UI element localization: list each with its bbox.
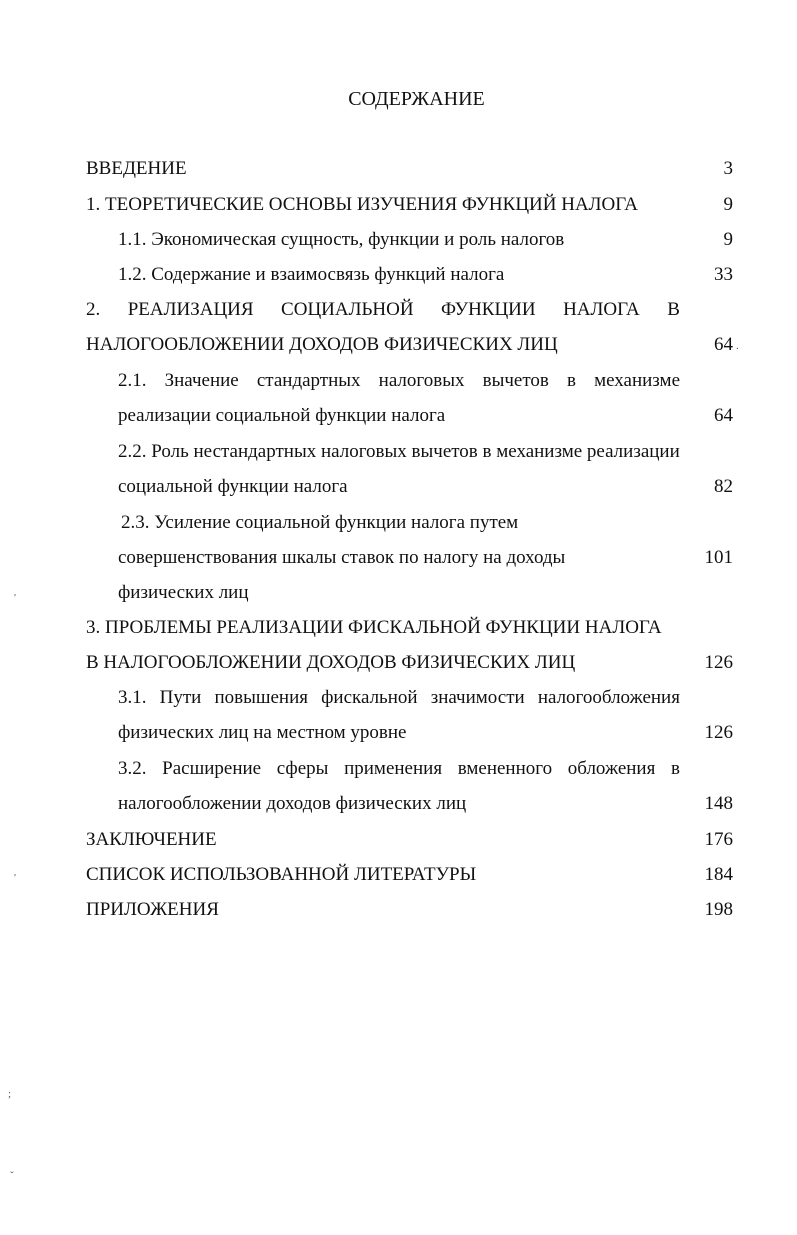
toc-s3-1-word: фискальной [321, 687, 418, 708]
page-title: СОДЕРЖАНИЕ [348, 88, 485, 110]
toc-s3-2-page: 148 [704, 793, 733, 814]
toc-s2-2-page: 82 [714, 476, 733, 497]
toc-s2-1-word: 2.1. [118, 370, 147, 391]
toc-s3-1-line1 [118, 687, 680, 709]
toc-s1-2-label: 1.2. Содержание и взаимосвязь функций налога [118, 264, 505, 285]
toc-conclusion-label: ЗАКЛЮЧЕНИЕ [86, 829, 217, 850]
toc-s2-2-line2: социальной функции налога [118, 476, 348, 497]
toc-s2-1-line1 [118, 370, 680, 392]
toc-s3-2-line2: налогообложении доходов физических лиц [118, 793, 467, 814]
toc-ch2-word: 2. [86, 299, 101, 320]
scan-mark: ' [14, 592, 16, 604]
toc-s3-1-line2: физических лиц на местном уровне [118, 722, 407, 743]
toc-s2-1-word: стандартных [256, 370, 361, 391]
toc-references-page: 184 [704, 864, 733, 885]
toc-s1-1-label: 1.1. Экономическая сущность, функции и роль налогов [118, 229, 565, 250]
toc-s3-2-word: Расширение [162, 758, 262, 779]
scan-mark: ; [8, 1088, 12, 1100]
toc-s3-1-word: Пути [159, 687, 202, 708]
scan-mark: . [736, 340, 739, 352]
toc-s2-1-word: налоговых [378, 370, 465, 391]
toc-s3-1-page: 126 [704, 722, 733, 743]
toc-s3-2-word: в [671, 758, 680, 779]
scan-mark: ' [14, 872, 16, 884]
toc-s3-2-word: сферы [276, 758, 329, 779]
toc-s3-2-word: обложения [567, 758, 656, 779]
toc-s2-3-line3: физических лиц [118, 582, 249, 603]
toc-ch2-word: НАЛОГА [563, 299, 640, 320]
toc-ch1-label: 1. ТЕОРЕТИЧЕСКИЕ ОСНОВЫ ИЗУЧЕНИЯ ФУНКЦИЙ НАЛОГА [86, 194, 638, 215]
toc-references-label: СПИСОК ИСПОЛЬЗОВАННОЙ ЛИТЕРАТУРЫ [86, 864, 477, 885]
toc-s2-1-word: вычетов [482, 370, 549, 391]
toc-s1-1-page: 9 [723, 229, 733, 250]
toc-s2-1-word: Значение [164, 370, 239, 391]
toc-s2-1-word: в [566, 370, 576, 391]
toc-conclusion-page: 176 [704, 829, 733, 850]
toc-ch2-word: В [667, 299, 680, 320]
toc-ch3-line1: 3. ПРОБЛЕМЫ РЕАЛИЗАЦИИ ФИСКАЛЬНОЙ ФУНКЦИИ НАЛОГА [86, 617, 662, 638]
toc-s3-1-word: налогообложения [537, 687, 680, 708]
toc-s3-2-word: применения [344, 758, 443, 779]
toc-s2-2-line1: 2.2. Роль нестандартных налоговых вычетов в механизме реализации [118, 441, 680, 462]
toc-ch2-word: ФУНКЦИИ [441, 299, 536, 320]
toc-s2-3-line1: 2.3. Усиление социальной функции налога путем [121, 512, 519, 533]
toc-s3-1-word: 3.1. [118, 687, 147, 708]
toc-intro-label: ВВЕДЕНИЕ [86, 158, 187, 179]
toc-ch2-page: 64 [714, 334, 733, 355]
toc-s2-3-line2: совершенствования шкалы ставок по налогу на доходы [118, 547, 566, 568]
toc-s2-1-page: 64 [714, 405, 733, 426]
toc-ch3-line2: В НАЛОГООБЛОЖЕНИИ ДОХОДОВ ФИЗИЧЕСКИХ ЛИЦ [86, 652, 576, 673]
toc-s3-2-word: 3.2. [118, 758, 147, 779]
toc-intro-page: 3 [723, 158, 733, 179]
toc-s2-1-word: механизме [594, 370, 680, 391]
toc-appendices-label: ПРИЛОЖЕНИЯ [86, 899, 219, 920]
toc-ch2-line2: НАЛОГООБЛОЖЕНИИ ДОХОДОВ ФИЗИЧЕСКИХ ЛИЦ [86, 334, 558, 355]
toc-ch2-line1 [86, 299, 680, 321]
toc-s1-2-page: 33 [714, 264, 733, 285]
toc-s3-1-word: повышения [214, 687, 308, 708]
toc-s3-2-line1 [118, 758, 680, 780]
scan-mark: ˇ [10, 1170, 14, 1182]
toc-ch2-word: СОЦИАЛЬНОЙ [281, 299, 414, 320]
toc-appendices-page: 198 [704, 899, 733, 920]
toc-s3-1-word: значимости [430, 687, 525, 708]
toc-s2-1-line2: реализации социальной функции налога [118, 405, 446, 426]
toc-ch1-page: 9 [723, 194, 733, 215]
toc-ch3-page: 126 [704, 652, 733, 673]
toc-s3-2-word: вмененного [457, 758, 553, 779]
toc-s2-3-page: 101 [704, 547, 733, 568]
toc-ch2-word: РЕАЛИЗАЦИЯ [127, 299, 254, 320]
